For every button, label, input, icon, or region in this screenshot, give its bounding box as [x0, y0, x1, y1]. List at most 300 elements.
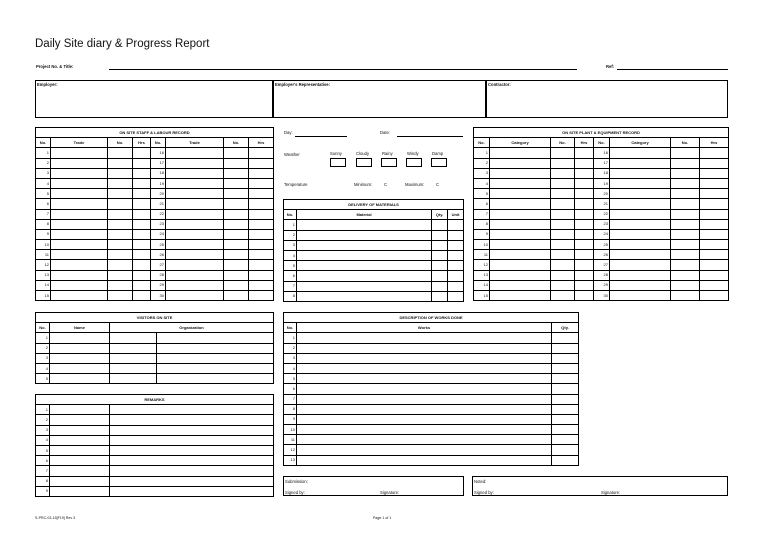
entry-cell[interactable]	[610, 178, 671, 188]
entry-cell[interactable]	[51, 240, 108, 250]
unit-cell[interactable]	[448, 261, 464, 271]
works-cell[interactable]	[297, 343, 552, 353]
count-cell[interactable]	[551, 168, 575, 178]
hours-cell[interactable]	[700, 148, 729, 158]
material-cell[interactable]	[297, 240, 432, 250]
hours-cell[interactable]	[575, 229, 594, 239]
count-cell[interactable]	[108, 240, 133, 250]
remark-cell[interactable]	[50, 466, 110, 476]
hours-cell[interactable]	[700, 178, 729, 188]
entry-cell[interactable]	[166, 158, 224, 168]
remark-cell[interactable]	[50, 445, 110, 455]
remark-cell[interactable]	[110, 466, 274, 476]
hours-cell[interactable]	[700, 250, 729, 260]
entry-cell[interactable]	[490, 229, 551, 239]
entry-cell[interactable]	[490, 260, 551, 270]
hours-cell[interactable]	[575, 240, 594, 250]
qty-cell[interactable]	[432, 261, 448, 271]
weather-windy-checkbox[interactable]	[406, 158, 422, 167]
count-cell[interactable]	[551, 280, 575, 290]
hours-cell[interactable]	[575, 291, 594, 301]
hours-cell[interactable]	[575, 178, 594, 188]
entry-cell[interactable]	[610, 240, 671, 250]
works-cell[interactable]	[297, 363, 552, 373]
organization-cell[interactable]	[110, 353, 157, 363]
hours-cell[interactable]	[133, 291, 151, 301]
table-row	[284, 261, 464, 271]
count-cell[interactable]	[108, 270, 133, 280]
count-cell[interactable]	[671, 168, 700, 178]
entry-cell[interactable]	[166, 260, 224, 270]
count-cell[interactable]	[551, 291, 575, 301]
day-field[interactable]	[295, 136, 347, 137]
hours-cell[interactable]	[133, 148, 151, 158]
hours-cell[interactable]	[700, 189, 729, 199]
row-number: 11	[284, 435, 297, 445]
count-cell[interactable]	[108, 260, 133, 270]
organization-cell[interactable]	[157, 343, 274, 353]
qty-cell[interactable]	[432, 271, 448, 281]
table-row	[284, 343, 579, 353]
entry-cell[interactable]	[490, 168, 551, 178]
hours-cell[interactable]	[700, 199, 729, 209]
count-cell[interactable]	[551, 240, 575, 250]
count-cell[interactable]	[671, 158, 700, 168]
count-cell[interactable]	[671, 280, 700, 290]
remark-cell[interactable]	[110, 415, 274, 425]
works-cell[interactable]	[297, 445, 552, 455]
hours-cell[interactable]	[575, 168, 594, 178]
row-number: 16	[151, 148, 166, 158]
qty-cell[interactable]	[432, 240, 448, 250]
count-cell[interactable]	[108, 199, 133, 209]
qty-cell[interactable]	[552, 394, 579, 404]
works-cell[interactable]	[297, 404, 552, 414]
hours-cell[interactable]	[133, 229, 151, 239]
employer-box[interactable]	[35, 80, 273, 118]
entry-cell[interactable]	[51, 250, 108, 260]
count-cell[interactable]	[671, 270, 700, 280]
row-number: 1	[284, 220, 297, 230]
entry-cell[interactable]	[51, 189, 108, 199]
qty-cell[interactable]	[552, 363, 579, 373]
count-cell[interactable]	[108, 168, 133, 178]
entry-cell[interactable]	[490, 270, 551, 280]
entry-cell[interactable]	[490, 280, 551, 290]
count-cell[interactable]	[224, 178, 249, 188]
unit-cell[interactable]	[448, 281, 464, 291]
works-cell[interactable]	[297, 374, 552, 384]
count-cell[interactable]	[671, 209, 700, 219]
entry-cell[interactable]	[166, 280, 224, 290]
remark-cell[interactable]	[110, 405, 274, 415]
hours-cell[interactable]	[249, 168, 274, 178]
material-cell[interactable]	[297, 230, 432, 240]
entry-cell[interactable]	[610, 148, 671, 158]
hours-cell[interactable]	[575, 148, 594, 158]
count-cell[interactable]	[671, 219, 700, 229]
works-cell[interactable]	[297, 333, 552, 343]
count-cell[interactable]	[108, 209, 133, 219]
hours-cell[interactable]	[249, 291, 274, 301]
entry-cell[interactable]	[610, 260, 671, 270]
remark-cell[interactable]	[50, 415, 110, 425]
hours-cell[interactable]	[700, 158, 729, 168]
row-number: 28	[151, 270, 166, 280]
entry-cell[interactable]	[51, 158, 108, 168]
hours-cell[interactable]	[575, 189, 594, 199]
count-cell[interactable]	[671, 291, 700, 301]
hours-cell[interactable]	[249, 199, 274, 209]
hours-cell[interactable]	[700, 168, 729, 178]
organization-cell[interactable]	[157, 333, 274, 343]
hours-cell[interactable]	[700, 260, 729, 270]
hours-cell[interactable]	[133, 199, 151, 209]
unit-cell[interactable]	[448, 250, 464, 260]
entry-cell[interactable]	[610, 270, 671, 280]
entry-cell[interactable]	[166, 189, 224, 199]
entry-cell[interactable]	[51, 280, 108, 290]
count-cell[interactable]	[224, 158, 249, 168]
row-number: 13	[36, 270, 51, 280]
remark-cell[interactable]	[50, 425, 110, 435]
qty-cell[interactable]	[432, 291, 448, 301]
organization-cell[interactable]	[110, 343, 157, 353]
entry-cell[interactable]	[51, 168, 108, 178]
hours-cell[interactable]	[249, 240, 274, 250]
hours-cell[interactable]	[575, 260, 594, 270]
hours-cell[interactable]	[133, 209, 151, 219]
row-number: 20	[151, 189, 166, 199]
remark-cell[interactable]	[110, 435, 274, 445]
contractor-box[interactable]	[486, 80, 728, 118]
works-cell[interactable]	[297, 425, 552, 435]
count-cell[interactable]	[224, 168, 249, 178]
count-cell[interactable]	[224, 229, 249, 239]
entry-cell[interactable]	[51, 209, 108, 219]
hours-cell[interactable]	[575, 280, 594, 290]
hours-cell[interactable]	[133, 178, 151, 188]
hours-cell[interactable]	[700, 209, 729, 219]
count-cell[interactable]	[671, 229, 700, 239]
count-cell[interactable]	[671, 189, 700, 199]
count-cell[interactable]	[224, 280, 249, 290]
entry-cell[interactable]	[166, 199, 224, 209]
noted-box[interactable]	[472, 476, 728, 496]
hours-cell[interactable]	[133, 260, 151, 270]
entry-cell[interactable]	[610, 209, 671, 219]
noted-label: Noted:	[474, 479, 487, 484]
hours-cell[interactable]	[249, 250, 274, 260]
entry-cell[interactable]	[610, 168, 671, 178]
hours-cell[interactable]	[249, 229, 274, 239]
name-cell[interactable]	[50, 343, 110, 353]
submission-box[interactable]	[283, 476, 464, 496]
entry-cell[interactable]	[51, 219, 108, 229]
organization-cell[interactable]	[110, 374, 157, 384]
hours-cell[interactable]	[133, 270, 151, 280]
qty-cell[interactable]	[432, 250, 448, 260]
hours-cell[interactable]	[249, 209, 274, 219]
entry-cell[interactable]	[490, 209, 551, 219]
table-row	[36, 425, 274, 435]
remark-cell[interactable]	[110, 425, 274, 435]
entry-cell[interactable]	[166, 291, 224, 301]
organization-cell[interactable]	[110, 333, 157, 343]
entry-cell[interactable]	[166, 270, 224, 280]
weather-cloudy-checkbox[interactable]	[356, 158, 372, 167]
entry-cell[interactable]	[166, 250, 224, 260]
count-cell[interactable]	[671, 250, 700, 260]
count-cell[interactable]	[551, 189, 575, 199]
entry-cell[interactable]	[610, 229, 671, 239]
works-cell[interactable]	[297, 455, 552, 465]
organization-cell[interactable]	[157, 353, 274, 363]
count-cell[interactable]	[224, 270, 249, 280]
count-cell[interactable]	[108, 280, 133, 290]
unit-cell[interactable]	[448, 240, 464, 250]
works-cell[interactable]	[297, 353, 552, 363]
hours-cell[interactable]	[133, 189, 151, 199]
hours-cell[interactable]	[700, 240, 729, 250]
page-title: Daily Site diary & Progress Report	[35, 38, 210, 50]
count-cell[interactable]	[224, 260, 249, 270]
hours-cell[interactable]	[133, 250, 151, 260]
works-cell[interactable]	[297, 414, 552, 424]
entry-cell[interactable]	[610, 219, 671, 229]
count-cell[interactable]	[108, 158, 133, 168]
count-cell[interactable]	[108, 291, 133, 301]
remark-cell[interactable]	[110, 456, 274, 466]
hours-cell[interactable]	[575, 219, 594, 229]
count-cell[interactable]	[551, 229, 575, 239]
organization-cell[interactable]	[157, 363, 274, 373]
works-cell[interactable]	[297, 394, 552, 404]
weather-rainy-checkbox[interactable]	[381, 158, 397, 167]
entry-cell[interactable]	[610, 189, 671, 199]
qty-cell[interactable]	[552, 445, 579, 455]
unit-cell[interactable]	[448, 230, 464, 240]
count-cell[interactable]	[108, 229, 133, 239]
entry-cell[interactable]	[166, 209, 224, 219]
entry-cell[interactable]	[490, 199, 551, 209]
qty-cell[interactable]	[552, 404, 579, 414]
material-cell[interactable]	[297, 291, 432, 301]
entry-cell[interactable]	[610, 199, 671, 209]
material-cell[interactable]	[297, 271, 432, 281]
hours-cell[interactable]	[700, 280, 729, 290]
entry-cell[interactable]	[490, 250, 551, 260]
remark-cell[interactable]	[50, 486, 110, 496]
qty-cell[interactable]	[552, 333, 579, 343]
qty-cell[interactable]	[552, 435, 579, 445]
hours-cell[interactable]	[700, 219, 729, 229]
name-cell[interactable]	[50, 353, 110, 363]
plant-col-hrs: Hrs	[575, 138, 594, 148]
unit-cell[interactable]	[448, 271, 464, 281]
hours-cell[interactable]	[133, 168, 151, 178]
row-number: 4	[36, 178, 51, 188]
entry-cell[interactable]	[610, 291, 671, 301]
row-number: 2	[284, 343, 297, 353]
entry-cell[interactable]	[610, 158, 671, 168]
material-cell[interactable]	[297, 281, 432, 291]
name-cell[interactable]	[50, 374, 110, 384]
works-cell[interactable]	[297, 384, 552, 394]
remark-cell[interactable]	[110, 476, 274, 486]
hours-cell[interactable]	[249, 260, 274, 270]
count-cell[interactable]	[108, 250, 133, 260]
entry-cell[interactable]	[51, 178, 108, 188]
hours-cell[interactable]	[249, 270, 274, 280]
row-number: 10	[36, 240, 51, 250]
remark-cell[interactable]	[50, 405, 110, 415]
weather-damp-checkbox[interactable]	[431, 158, 447, 167]
qty-cell[interactable]	[552, 353, 579, 363]
count-cell[interactable]	[224, 240, 249, 250]
count-cell[interactable]	[224, 250, 249, 260]
entry-cell[interactable]	[490, 240, 551, 250]
organization-cell[interactable]	[157, 374, 274, 384]
hours-cell[interactable]	[575, 158, 594, 168]
count-cell[interactable]	[671, 199, 700, 209]
entry-cell[interactable]	[166, 229, 224, 239]
count-cell[interactable]	[671, 240, 700, 250]
count-cell[interactable]	[551, 199, 575, 209]
entry-cell[interactable]	[490, 291, 551, 301]
hours-cell[interactable]	[133, 158, 151, 168]
hours-cell[interactable]	[700, 270, 729, 280]
count-cell[interactable]	[551, 219, 575, 229]
entry-cell[interactable]	[51, 229, 108, 239]
works-done-table	[283, 312, 579, 466]
material-cell[interactable]	[297, 261, 432, 271]
entry-cell[interactable]	[166, 148, 224, 158]
employer-rep-box[interactable]	[273, 80, 486, 118]
row-number: 7	[36, 466, 50, 476]
qty-cell[interactable]	[552, 455, 579, 465]
remark-cell[interactable]	[110, 445, 274, 455]
ref-field[interactable]	[617, 69, 728, 70]
entry-cell[interactable]	[51, 199, 108, 209]
count-cell[interactable]	[551, 178, 575, 188]
entry-cell[interactable]	[51, 260, 108, 270]
count-cell[interactable]	[671, 178, 700, 188]
entry-cell[interactable]	[166, 178, 224, 188]
count-cell[interactable]	[224, 148, 249, 158]
weather-sunny-checkbox[interactable]	[330, 158, 346, 167]
entry-cell[interactable]	[51, 148, 108, 158]
count-cell[interactable]	[551, 209, 575, 219]
hours-cell[interactable]	[133, 240, 151, 250]
qty-cell[interactable]	[552, 374, 579, 384]
entry-cell[interactable]	[51, 270, 108, 280]
count-cell[interactable]	[551, 158, 575, 168]
count-cell[interactable]	[224, 291, 249, 301]
qty-cell[interactable]	[552, 343, 579, 353]
works-cell[interactable]	[297, 435, 552, 445]
hours-cell[interactable]	[133, 219, 151, 229]
submission-signature-label: Signature:	[380, 490, 400, 495]
count-cell[interactable]	[108, 219, 133, 229]
count-cell[interactable]	[551, 270, 575, 280]
qty-cell[interactable]	[552, 384, 579, 394]
name-cell[interactable]	[50, 333, 110, 343]
entry-cell[interactable]	[166, 168, 224, 178]
hours-cell[interactable]	[249, 148, 274, 158]
entry-cell[interactable]	[51, 291, 108, 301]
count-cell[interactable]	[108, 178, 133, 188]
qty-cell[interactable]	[432, 230, 448, 240]
material-cell[interactable]	[297, 220, 432, 230]
hours-cell[interactable]	[133, 280, 151, 290]
entry-cell[interactable]	[166, 240, 224, 250]
count-cell[interactable]	[224, 209, 249, 219]
count-cell[interactable]	[671, 148, 700, 158]
count-cell[interactable]	[108, 189, 133, 199]
row-number: 4	[36, 435, 50, 445]
hours-cell[interactable]	[575, 209, 594, 219]
count-cell[interactable]	[551, 260, 575, 270]
entry-cell[interactable]	[610, 250, 671, 260]
hours-cell[interactable]	[700, 291, 729, 301]
qty-cell[interactable]	[432, 281, 448, 291]
hours-cell[interactable]	[249, 219, 274, 229]
staff-labour-table	[35, 127, 274, 301]
organization-cell[interactable]	[110, 363, 157, 373]
hours-cell[interactable]	[249, 158, 274, 168]
hours-cell[interactable]	[575, 199, 594, 209]
table-row	[284, 220, 464, 230]
entry-cell[interactable]	[490, 148, 551, 158]
qty-cell[interactable]	[432, 220, 448, 230]
remark-cell[interactable]	[50, 476, 110, 486]
entry-cell[interactable]	[610, 280, 671, 290]
hours-cell[interactable]	[700, 229, 729, 239]
hours-cell[interactable]	[249, 178, 274, 188]
material-cell[interactable]	[297, 250, 432, 260]
date-field[interactable]	[397, 136, 463, 137]
hours-cell[interactable]	[249, 189, 274, 199]
row-number: 19	[151, 178, 166, 188]
count-cell[interactable]	[671, 260, 700, 270]
hours-cell[interactable]	[249, 280, 274, 290]
count-cell[interactable]	[224, 199, 249, 209]
count-cell[interactable]	[551, 250, 575, 260]
hours-cell[interactable]	[575, 270, 594, 280]
count-cell[interactable]	[551, 148, 575, 158]
remark-cell[interactable]	[50, 456, 110, 466]
qty-cell[interactable]	[552, 425, 579, 435]
entry-cell[interactable]	[166, 219, 224, 229]
hours-cell[interactable]	[575, 250, 594, 260]
name-cell[interactable]	[50, 363, 110, 373]
unit-cell[interactable]	[448, 220, 464, 230]
remark-cell[interactable]	[110, 486, 274, 496]
qty-cell[interactable]	[552, 414, 579, 424]
unit-cell[interactable]	[448, 291, 464, 301]
entry-cell[interactable]	[490, 178, 551, 188]
project-field[interactable]	[109, 69, 577, 70]
count-cell[interactable]	[224, 189, 249, 199]
remark-cell[interactable]	[50, 435, 110, 445]
entry-cell[interactable]	[490, 219, 551, 229]
count-cell[interactable]	[108, 148, 133, 158]
submission-label: Submission:	[285, 479, 308, 484]
entry-cell[interactable]	[490, 158, 551, 168]
count-cell[interactable]	[224, 219, 249, 229]
entry-cell[interactable]	[490, 189, 551, 199]
